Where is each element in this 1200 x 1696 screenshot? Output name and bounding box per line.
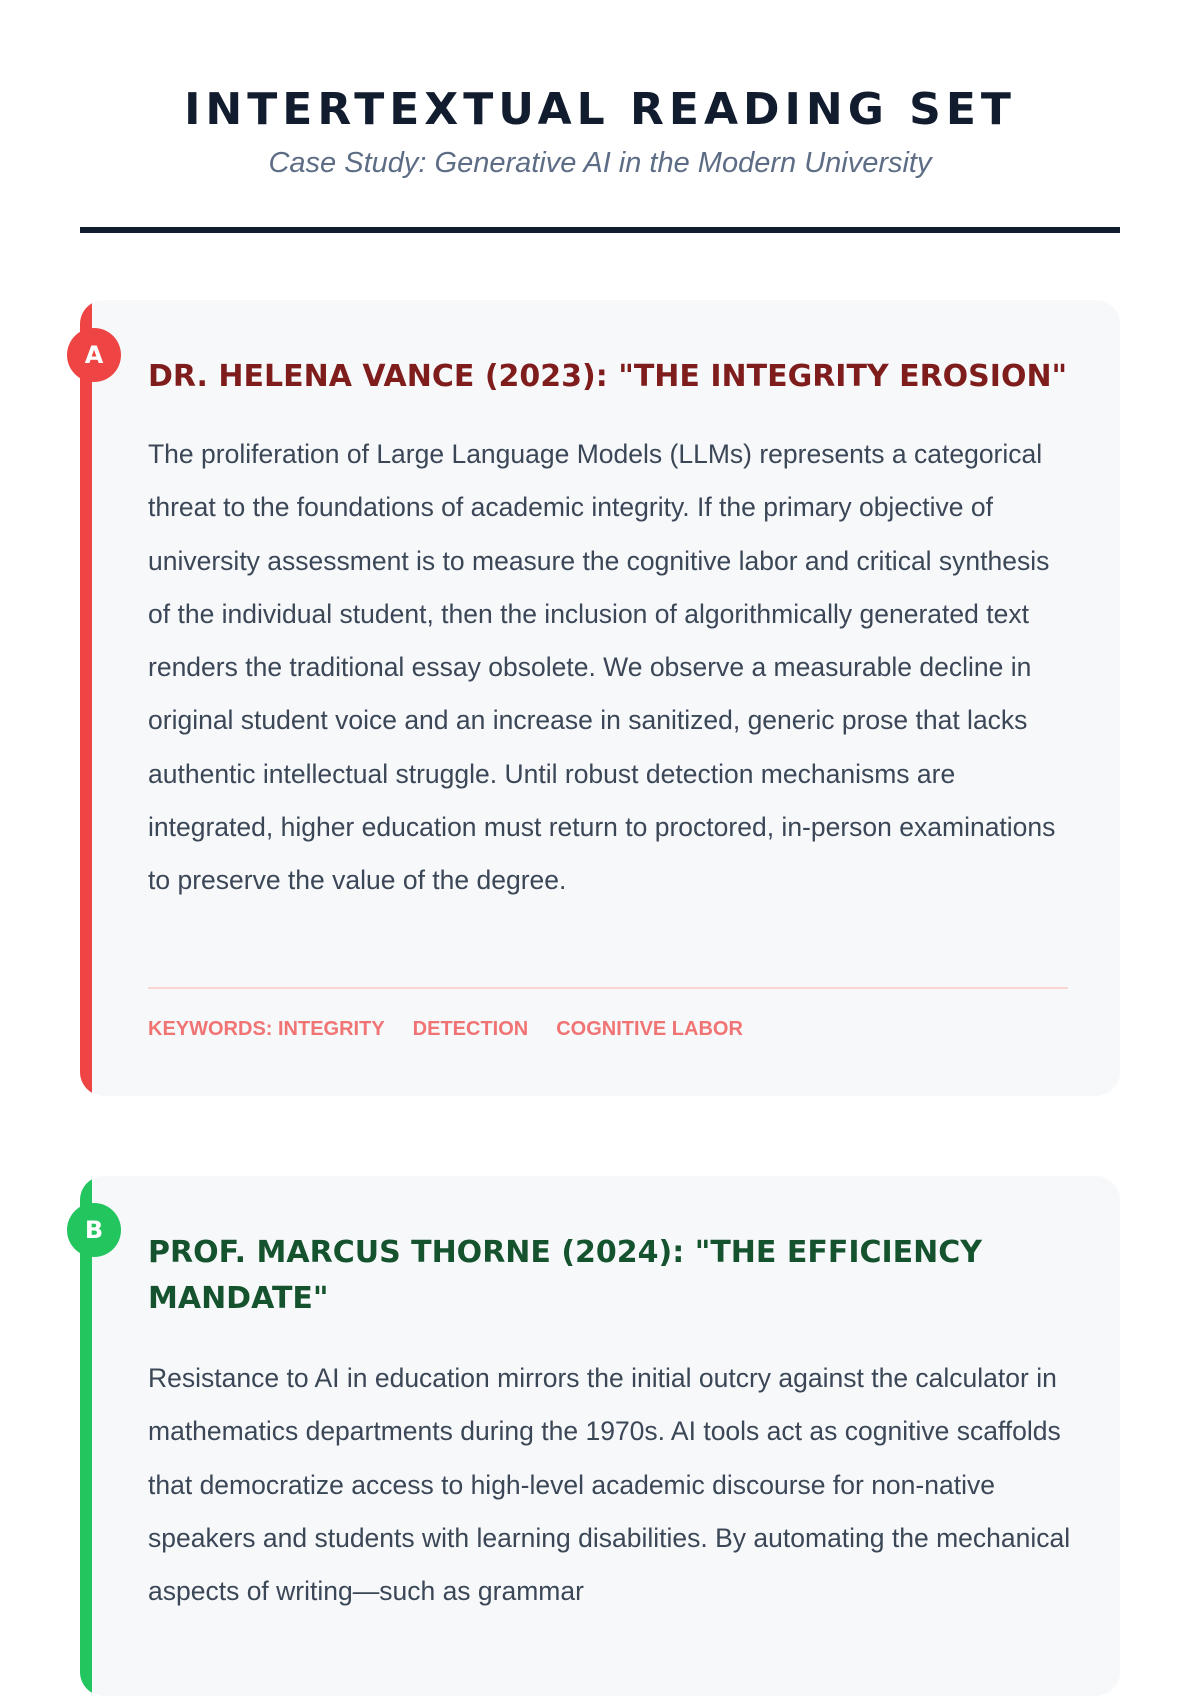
source-card-b [80, 1176, 1120, 1696]
source-title: PROF. MARCUS THORNE (2024): "THE EFFICIENCY MANDATE" [148, 1235, 982, 1316]
source-card-a [80, 300, 1120, 1096]
keywords-list [148, 1016, 743, 1042]
header-divider [80, 227, 1120, 233]
keyword-tag: KEYWORDS: INTEGRITY [148, 1018, 385, 1040]
keywords-divider [148, 987, 1068, 989]
source-badge-b: B [67, 1203, 121, 1257]
page-subtitle: Case Study: Generative AI in the Modern University [268, 147, 932, 179]
keyword-tag: COGNITIVE LABOR [556, 1018, 743, 1040]
source-title: DR. HELENA VANCE (2023): "THE INTEGRITY EROSION" [148, 359, 1068, 394]
accent-stripe [80, 300, 92, 1096]
source-badge-a: A [67, 328, 121, 382]
source-body: The proliferation of Large Language Models (LLMs) represents a categorical threat to the foundations of academic integrity. If the primary objective of university assessment is to measure the cognitive labor and critical synthesis of the individual student, then the inclusion of algorithmically generated text renders the traditional essay obsolete. We observe a measurable decline in original student voice and an increase in sanitized, generic prose that lacks authentic intellectual struggle. Until robust detection mechanisms are integrated, higher education must return to proctored, in-person examinations to preserve the value of the degree. [148, 439, 1056, 896]
source-body: Resistance to AI in education mirrors the initial outcry against the calculator in mathematics departments during the 1970s. AI tools act as cognitive scaffolds that democratize access to high-level academic discourse for non-native speakers and students with learning disabilities. By automating the mechanical aspects of writing—such as grammar [148, 1363, 1071, 1607]
keyword-tag: DETECTION [412, 1018, 529, 1040]
page-title: INTERTEXTUAL READING SET [184, 84, 1016, 135]
